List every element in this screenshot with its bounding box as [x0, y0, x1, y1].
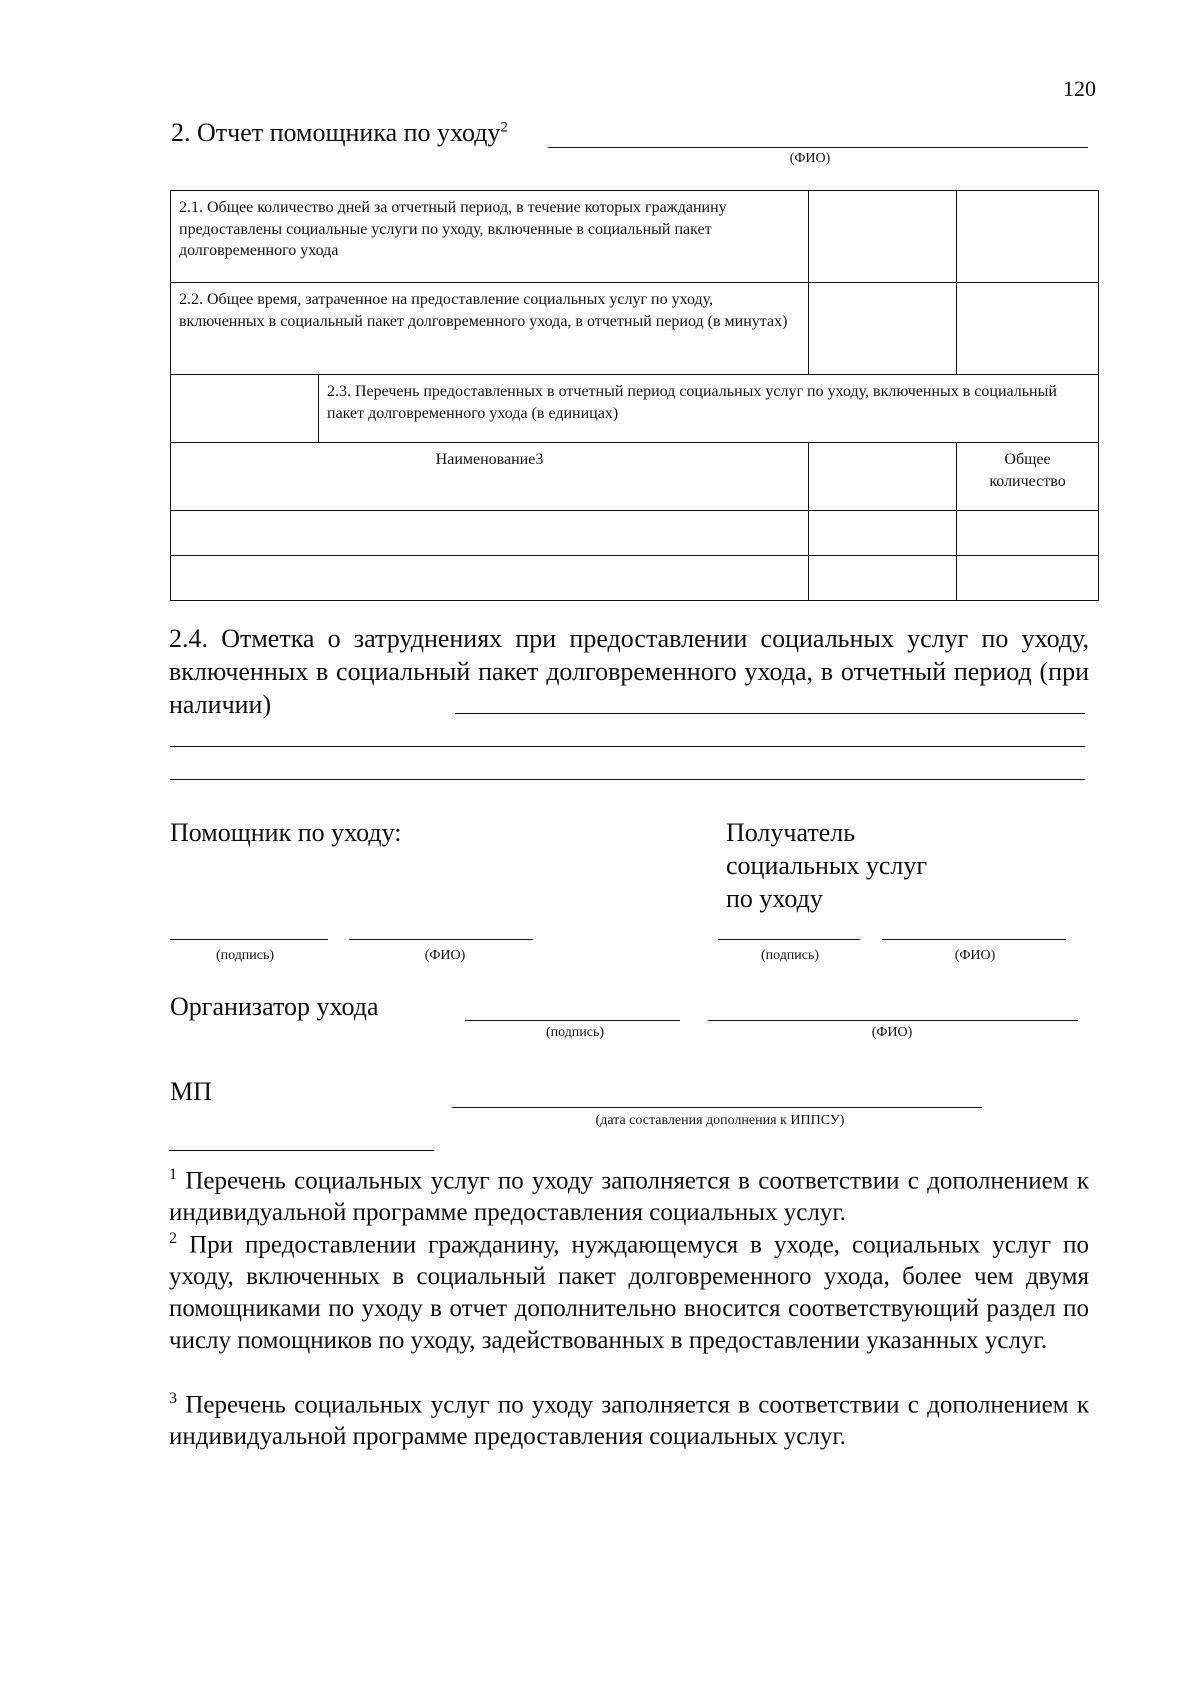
- assistant-fio-caption: (ФИО): [789, 151, 831, 166]
- service-row-1-mid[interactable]: [809, 511, 957, 556]
- row-2-3-blank: [171, 375, 319, 443]
- assistant-signature-caption: (подпись): [215, 948, 275, 963]
- assistant-fio-sign-caption: (ФИО): [424, 948, 466, 963]
- report-table: [170, 190, 1099, 601]
- row-2-2-value-a[interactable]: [809, 283, 957, 375]
- footnote-3-text: Перечень социальных услуг по уходу заполняется в соответствии с дополнением к индивидуальной программе предоставления социальных услуг.: [169, 1391, 1090, 1451]
- col-mid-header: [809, 443, 957, 511]
- footnote-separator: [169, 1150, 434, 1151]
- service-row-2-name[interactable]: [171, 556, 809, 601]
- section-2-4-text: 2.4. Отметка о затруднениях при предоставлении социальных услуг по уходу, включенных в социальный пакет долговременного ухода, в отчетный период (при наличии): [169, 624, 1089, 719]
- footnote-1-mark: 1: [169, 1166, 177, 1183]
- assistant-signature-line[interactable]: [170, 939, 328, 940]
- mp-label: МП: [170, 1077, 212, 1106]
- row-2-1-value-b[interactable]: [957, 191, 1099, 283]
- row-2-1-label: 2.1. Общее количество дней за отчетный период, в течение которых гражданину предоставлены социальные услуги по уходу, включенные в социальный пакет долговременного ухода: [171, 191, 809, 283]
- difficulty-line-1[interactable]: [455, 713, 1085, 714]
- service-row-2-mid[interactable]: [809, 556, 957, 601]
- section-2-title: [171, 118, 508, 148]
- col-total-header: Общее количество: [957, 443, 1099, 511]
- row-2-3-label: 2.3. Перечень предоставленных в отчетный период социальных услуг по уходу, включенных в социальный пакет долговременного ухода (в единицах): [319, 375, 1099, 443]
- assistant-fio-line[interactable]: [548, 147, 1088, 148]
- assistant-fio-sign-line[interactable]: [349, 939, 533, 940]
- organizer-fio-caption: (ФИО): [871, 1025, 913, 1040]
- recipient-fio-line[interactable]: [882, 939, 1066, 940]
- service-row-1-name[interactable]: [171, 511, 809, 556]
- organizer-signature-caption: (подпись): [545, 1025, 605, 1040]
- section-2-title-text: 2. Отчет помощника по уходу: [171, 118, 501, 147]
- organizer-fio-line[interactable]: [708, 1020, 1078, 1021]
- col-name-header: Наименование3: [171, 443, 809, 511]
- footnote-1: [169, 1159, 1089, 1229]
- organizer-label: Организатор ухода: [170, 992, 379, 1021]
- difficulty-line-2[interactable]: [170, 746, 1085, 747]
- recipient-label-1: Получатель: [726, 818, 856, 847]
- row-2-2-value-b[interactable]: [957, 283, 1099, 375]
- page-number: 120: [1063, 76, 1096, 101]
- row-2-1-value-a[interactable]: [809, 191, 957, 283]
- footnote-2: [169, 1223, 1089, 1357]
- recipient-label-3: по уходу: [726, 884, 823, 913]
- recipient-fio-caption: (ФИО): [954, 948, 996, 963]
- footnote-2-mark: 2: [169, 1230, 177, 1247]
- date-caption: (дата составления дополнения к ИППСУ): [595, 1113, 845, 1128]
- date-line[interactable]: [452, 1107, 982, 1108]
- footnote-1-text: Перечень социальных услуг по уходу заполняется в соответствии с дополнением к индивидуальной программе предоставления социальных услуг.: [169, 1167, 1090, 1227]
- difficulty-line-3[interactable]: [170, 779, 1085, 780]
- footnote-3: [169, 1383, 1089, 1453]
- recipient-label-2: социальных услуг: [726, 851, 928, 880]
- service-row-1-total[interactable]: [957, 511, 1099, 556]
- service-row-2-total[interactable]: [957, 556, 1099, 601]
- footnote-2-text: При предоставлении гражданину, нуждающемуся в уходе, социальных услуг по уходу, включенных в социальный пакет долговременного ухода, более чем двумя помощниками по уходу в отчет дополнительно вносится соответствующий раздел по числу помощников по уходу, задействованных в предоставлении указанных услуг.: [169, 1231, 1090, 1355]
- recipient-signature-caption: (подпись): [760, 948, 820, 963]
- organizer-signature-line[interactable]: [465, 1020, 680, 1021]
- assistant-label: Помощник по уходу:: [170, 818, 402, 847]
- footnote-3-mark: 3: [169, 1390, 177, 1407]
- footnote-ref-2: 2: [500, 119, 509, 136]
- row-2-2-label: 2.2. Общее время, затраченное на предоставление социальных услуг по уходу, включенных в социальный пакет долговременного ухода, в отчетный период (в минутах): [171, 283, 809, 375]
- recipient-signature-line[interactable]: [718, 939, 860, 940]
